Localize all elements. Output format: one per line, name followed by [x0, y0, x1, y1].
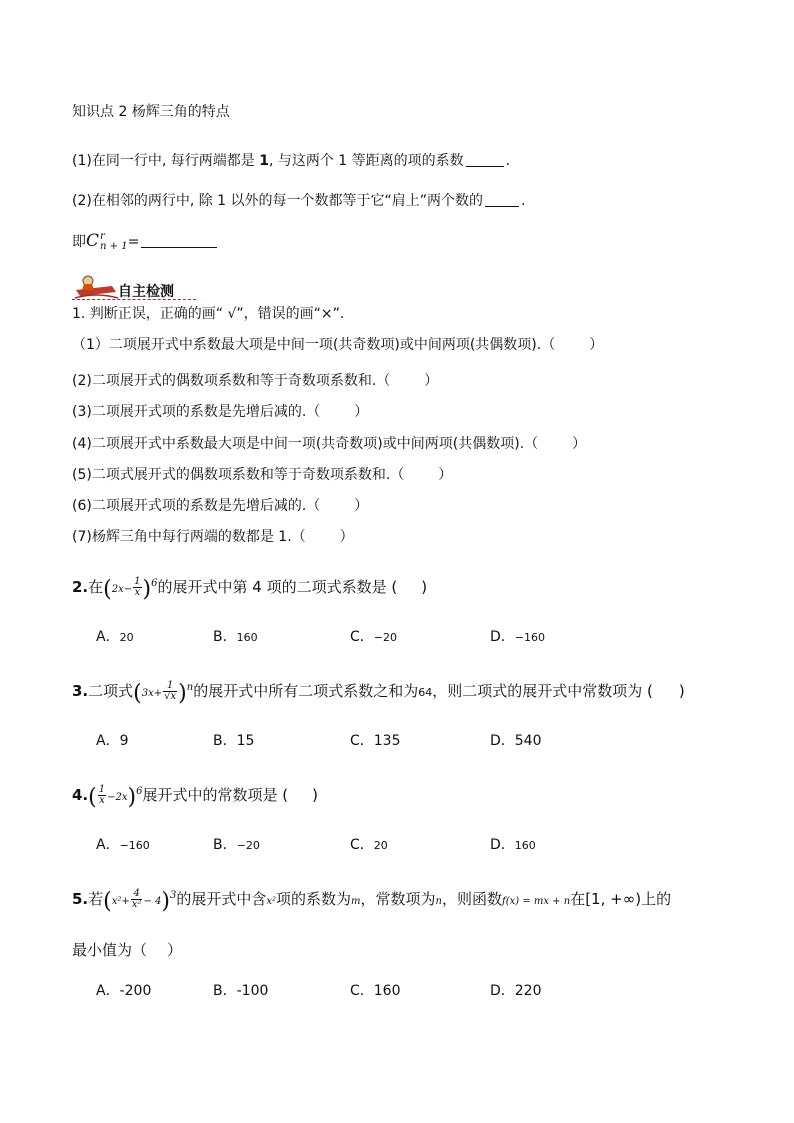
q1-item-7: [72, 527, 354, 547]
q4-frac-den: x: [99, 795, 105, 806]
property-2-end: .: [521, 193, 526, 209]
property-1-one: 1: [259, 153, 269, 169]
q5-mid1: 的展开式中含: [176, 890, 267, 908]
q1-item-5: [72, 465, 452, 485]
q3-option-b[interactable]: B．15: [213, 733, 255, 749]
q2-number: 2.: [72, 578, 89, 596]
q3-mid: 的展开式中所有二项式系数之和为: [193, 682, 419, 700]
q2-option-b-label: B．: [213, 629, 237, 645]
q3-option-d[interactable]: D．540: [490, 733, 542, 749]
q4-option-c-value: 20: [373, 839, 388, 852]
q2-option-a-label: A．: [96, 629, 120, 645]
q1-close-1: ）: [589, 337, 604, 353]
q4-paren-open: (: [88, 785, 97, 810]
q2-option-a[interactable]: [96, 627, 134, 648]
property-1: [72, 151, 510, 171]
q5-minus4: − 4: [143, 896, 162, 907]
q5-option-b[interactable]: B．-100: [213, 983, 269, 999]
q1-item-6: [72, 496, 368, 516]
q3-paren-open: (: [133, 681, 142, 706]
q4-option-c[interactable]: [350, 835, 388, 856]
q4-minus: −: [107, 792, 116, 803]
q5-option-c[interactable]: C．160: [350, 983, 401, 999]
q2-option-a-value: 20: [119, 631, 134, 644]
q4-frac-num: 1: [98, 784, 106, 795]
answer-blank-3[interactable]: [141, 233, 217, 248]
q1-item-7-text: (7)杨辉三角中每行两端的数都是 1.（: [72, 529, 306, 545]
q2-frac-den: x: [134, 587, 141, 598]
q1-close-3: ）: [354, 404, 369, 420]
q4-fraction: [98, 785, 106, 806]
q3-frac-den: √x: [164, 691, 177, 702]
q5-stem: [72, 886, 671, 912]
answer-blank-2[interactable]: [485, 192, 519, 207]
q2-option-c-label: C．: [350, 629, 374, 645]
q4-exponent: 6: [136, 786, 143, 797]
q1-item-5-text: (5)二项式展开式的偶数项系数和等于奇数项系数和.（: [72, 467, 405, 483]
q5-exponent: 3: [169, 890, 177, 901]
q5-n: n: [435, 896, 442, 907]
q5-mid5: 在: [570, 890, 586, 908]
q2-post: 的展开式中第 4 项的二项式系数是 (: [157, 578, 398, 596]
q3-option-c[interactable]: C．135: [350, 733, 401, 749]
q3-post: ，则二项式的展开式中常数项为 (: [432, 682, 653, 700]
q5-interval: [1, +∞): [585, 890, 642, 908]
q4-option-a-label: A．: [96, 837, 120, 853]
q4-option-d-label: D．: [490, 837, 515, 853]
q2-exponent: 6: [151, 578, 158, 589]
q4-stem: [72, 782, 318, 808]
self-check-title: 自主检测: [118, 284, 174, 300]
q5-number: 5.: [72, 890, 89, 908]
q2-close: ): [421, 578, 428, 596]
combination-symbol: C: [86, 231, 100, 251]
q5-close: ）: [167, 941, 183, 959]
q1-item-2: [72, 371, 438, 391]
q2-paren-open: (: [103, 577, 112, 602]
q2-pre: 在: [88, 578, 104, 596]
self-check-underline: [72, 299, 196, 300]
q3-option-a[interactable]: A．9: [96, 733, 129, 749]
q1-item-4-text: (4)二项展开式中系数最大项是中间一项(共奇数项)或中间两项(共偶数项).（: [72, 436, 539, 452]
q4-option-b-value: −20: [236, 839, 260, 852]
q2-option-c[interactable]: [350, 627, 397, 648]
q3-expr-a: 3x: [141, 688, 154, 699]
q5-function: f(x) = mx + n: [502, 896, 571, 907]
section-heading: 知识点 2 杨辉三角的特点: [72, 104, 230, 120]
q1-intro: 1. 判断正误，正确的画“ √”，错误的画“×”.: [72, 306, 345, 322]
q4-option-b-label: B．: [213, 837, 237, 853]
q5-frac-den: x²: [131, 899, 142, 910]
property-3-pre: 即: [72, 234, 86, 250]
q3-close: ): [678, 682, 685, 700]
q5-mid6: 上的: [641, 890, 672, 908]
q3-frac-num: 1: [163, 681, 177, 692]
q1-close-4: ）: [572, 436, 587, 452]
q5-x2: x²: [266, 896, 277, 907]
q5-mid2: 项的系数为: [276, 890, 352, 908]
q3-fraction: [163, 681, 177, 702]
q5-mid4: ，则函数: [441, 890, 502, 908]
q5-option-d[interactable]: D．220: [490, 983, 542, 999]
property-1-end: .: [505, 153, 511, 169]
q3-exponent: n: [186, 682, 194, 693]
q4-expr-b: 2x: [115, 792, 128, 803]
q5-pre: 若: [88, 890, 104, 908]
q5-fraction: [131, 889, 143, 910]
q1-item-3: [72, 402, 368, 422]
q2-fraction: [133, 577, 141, 598]
property-3-eq: =: [127, 234, 140, 250]
q2-expr-a: 2x: [111, 584, 124, 595]
q5-frac-num: 4: [131, 889, 143, 900]
q5-line2: [72, 940, 182, 960]
q4-option-d-value: 160: [514, 839, 536, 852]
q2-option-d-value: −160: [514, 631, 545, 644]
q3-sum: 64: [418, 686, 433, 699]
q2-option-c-value: −20: [373, 631, 397, 644]
q2-minus: −: [123, 584, 133, 595]
q2-option-d[interactable]: [490, 627, 545, 648]
property-2: [72, 191, 526, 211]
q3-pre: 二项式: [88, 682, 134, 700]
q1-item-2-text: (2)二项展开式的偶数项系数和等于奇数项系数和.（: [72, 373, 391, 389]
q5-option-a[interactable]: A．-200: [96, 983, 152, 999]
property-2-pre: (2)在相邻的两行中, 除 1 以外的每一个数都等于它“肩上”两个数的: [72, 193, 484, 209]
q1-item-1: [72, 335, 603, 355]
property-3: [72, 231, 219, 252]
q1-close-5: ）: [438, 467, 453, 483]
q5-m: m: [351, 896, 361, 907]
q4-option-c-label: C．: [350, 837, 374, 853]
q1-item-4: [72, 434, 586, 454]
q1-close-7: ）: [339, 529, 354, 545]
q4-option-d[interactable]: [490, 835, 536, 856]
q5-plus: +: [121, 896, 130, 907]
q4-number: 4.: [72, 786, 89, 804]
property-1-post: , 与这两个 1 等距离的项的系数: [268, 153, 464, 169]
combination-sub: n + 1: [100, 241, 128, 252]
q5-line2-text: 最小值为（: [72, 941, 148, 959]
thumbs-up-icon: [72, 272, 120, 300]
answer-blank-1[interactable]: [466, 152, 504, 167]
q5-mid3: ，常数项为: [360, 890, 436, 908]
q1-item-1-text: （1）二项展开式中系数最大项是中间一项(共奇数项)或中间两项(共偶数项).（: [72, 337, 556, 353]
q5-expr-a: x²: [111, 896, 122, 907]
q3-paren-close: ): [178, 681, 187, 706]
q4-option-b[interactable]: [213, 835, 260, 856]
q2-stem: [72, 574, 427, 600]
q3-plus: +: [153, 688, 163, 699]
q1-close-6: ）: [354, 498, 369, 514]
q2-option-b-value: 160: [236, 631, 258, 644]
q1-item-3-text: (3)二项展开式项的系数是先增后减的.（: [72, 404, 321, 420]
q4-option-a-value: −160: [119, 839, 150, 852]
q4-paren-close: ): [127, 785, 137, 810]
q4-post: 展开式中的常数项是 (: [142, 786, 289, 804]
q2-frac-num: 1: [134, 576, 141, 587]
q2-option-d-label: D．: [490, 629, 515, 645]
combination-sup: r: [100, 231, 105, 242]
q1-close-2: ）: [424, 373, 439, 389]
q4-option-a[interactable]: [96, 835, 150, 856]
q2-option-b[interactable]: [213, 627, 258, 648]
q5-paren-close: ): [161, 889, 170, 914]
property-1-pre: (1)在同一行中, 每行两端都是: [72, 153, 260, 169]
q4-close: ): [312, 786, 318, 804]
q5-paren-open: (: [103, 889, 112, 914]
q2-paren-close: ): [142, 577, 152, 602]
q3-number: 3.: [72, 682, 89, 700]
q1-item-6-text: (6)二项展开式项的系数是先增后减的.（: [72, 498, 321, 514]
q3-stem: [72, 678, 685, 704]
